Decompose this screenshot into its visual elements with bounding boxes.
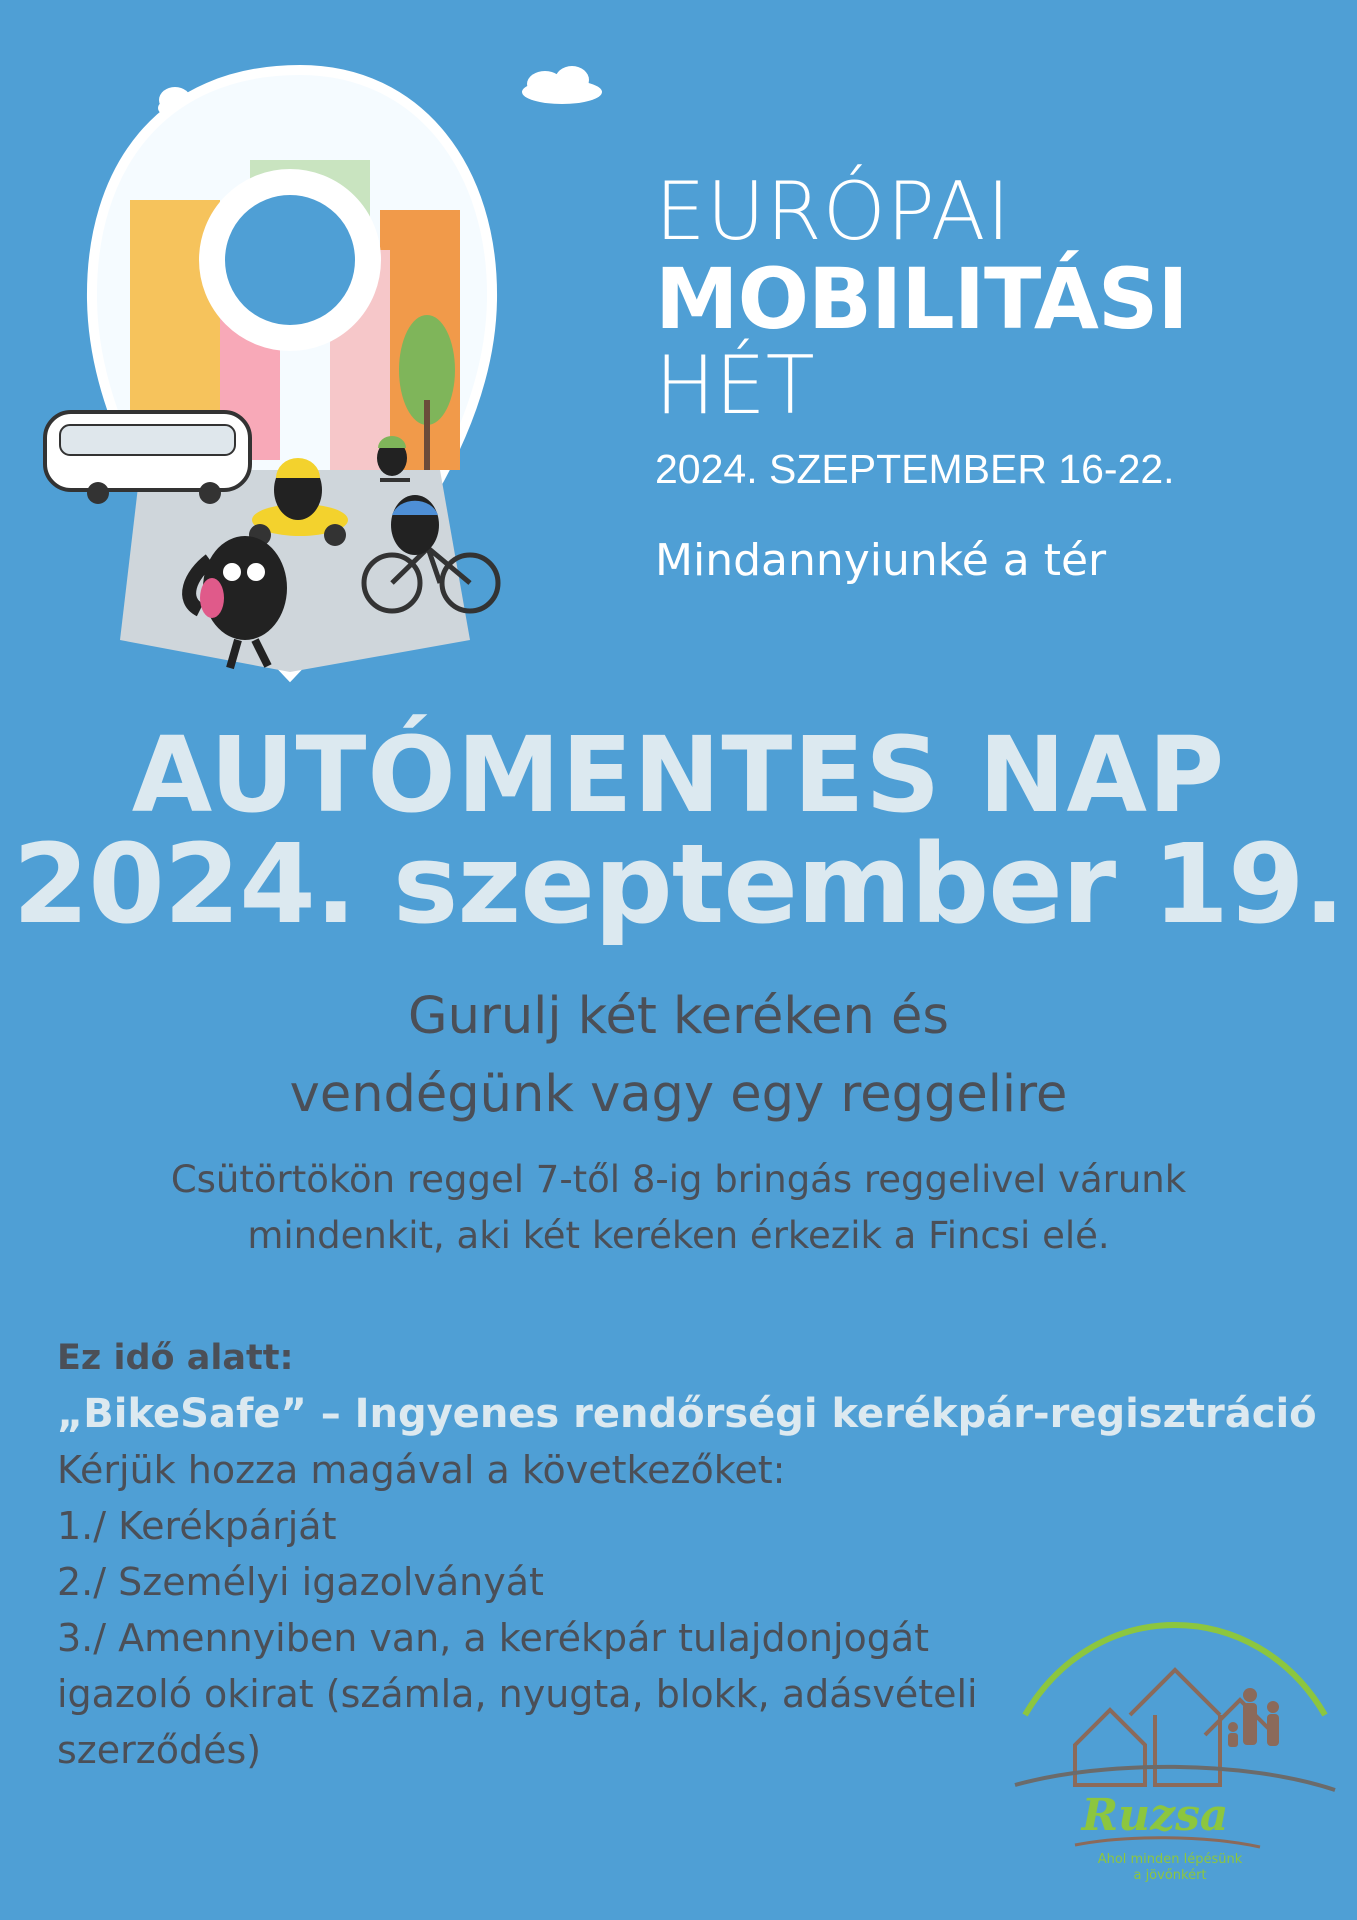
subheading-line-1: Gurulj két keréken és	[408, 987, 949, 1046]
description	[0, 1152, 1357, 1264]
info-item: 3./ Amennyiben van, a kerékpár tulajdonjogát	[57, 1616, 930, 1660]
info-request: Kérjük hozza magával a következőket:	[57, 1448, 786, 1492]
logo-tagline-1: Ahol minden lépésünk	[1097, 1852, 1243, 1867]
logo-name: Ruzsa	[1081, 1790, 1229, 1841]
logo-tagline-2: a jövőnkért	[1133, 1868, 1207, 1883]
brand-line-europai: EURÓPAI	[655, 165, 1012, 258]
bikesafe-program: „BikeSafe” – Ingyenes rendőrségi kerékpár-regisztráció	[57, 1391, 1317, 1437]
info-item: 1./ Kerékpárját	[57, 1504, 337, 1548]
subheading	[0, 978, 1357, 1134]
description-line-1: Csütörtökön reggel 7-től 8-ig bringás reggelivel várunk	[170, 1158, 1187, 1201]
info-item: igazoló okirat (számla, nyugta, blokk, adásvételi	[57, 1672, 978, 1716]
info-intro: Ez idő alatt:	[57, 1338, 294, 1378]
info-item: 2./ Személyi igazolványát	[57, 1560, 544, 1604]
subheading-line-2: vendégünk vagy egy reggelire	[289, 1065, 1068, 1124]
headline-date: 2024. szeptember 19.	[12, 820, 1345, 948]
event-brand-block	[655, 165, 1188, 586]
brand-line-mobilitasi: MOBILITÁSI	[655, 250, 1188, 348]
mobility-week-pin-illustration	[0, 0, 640, 700]
family-icon	[1228, 1688, 1279, 1747]
bus-icon	[45, 412, 250, 504]
ruzsa-logo	[1005, 1595, 1345, 1895]
description-line-2: mindenkit, aki két keréken érkezik a Fincsi elé.	[247, 1214, 1110, 1257]
cloud-icon	[522, 66, 602, 104]
brand-line-het: HÉT	[655, 339, 815, 432]
info-item: szerződés)	[57, 1728, 262, 1772]
event-dates: 2024. SZEPTEMBER 16-22.	[655, 446, 1175, 492]
headline-title: AUTÓMENTES NAP	[131, 714, 1226, 836]
event-motto: Mindannyiunké a tér	[655, 535, 1107, 586]
